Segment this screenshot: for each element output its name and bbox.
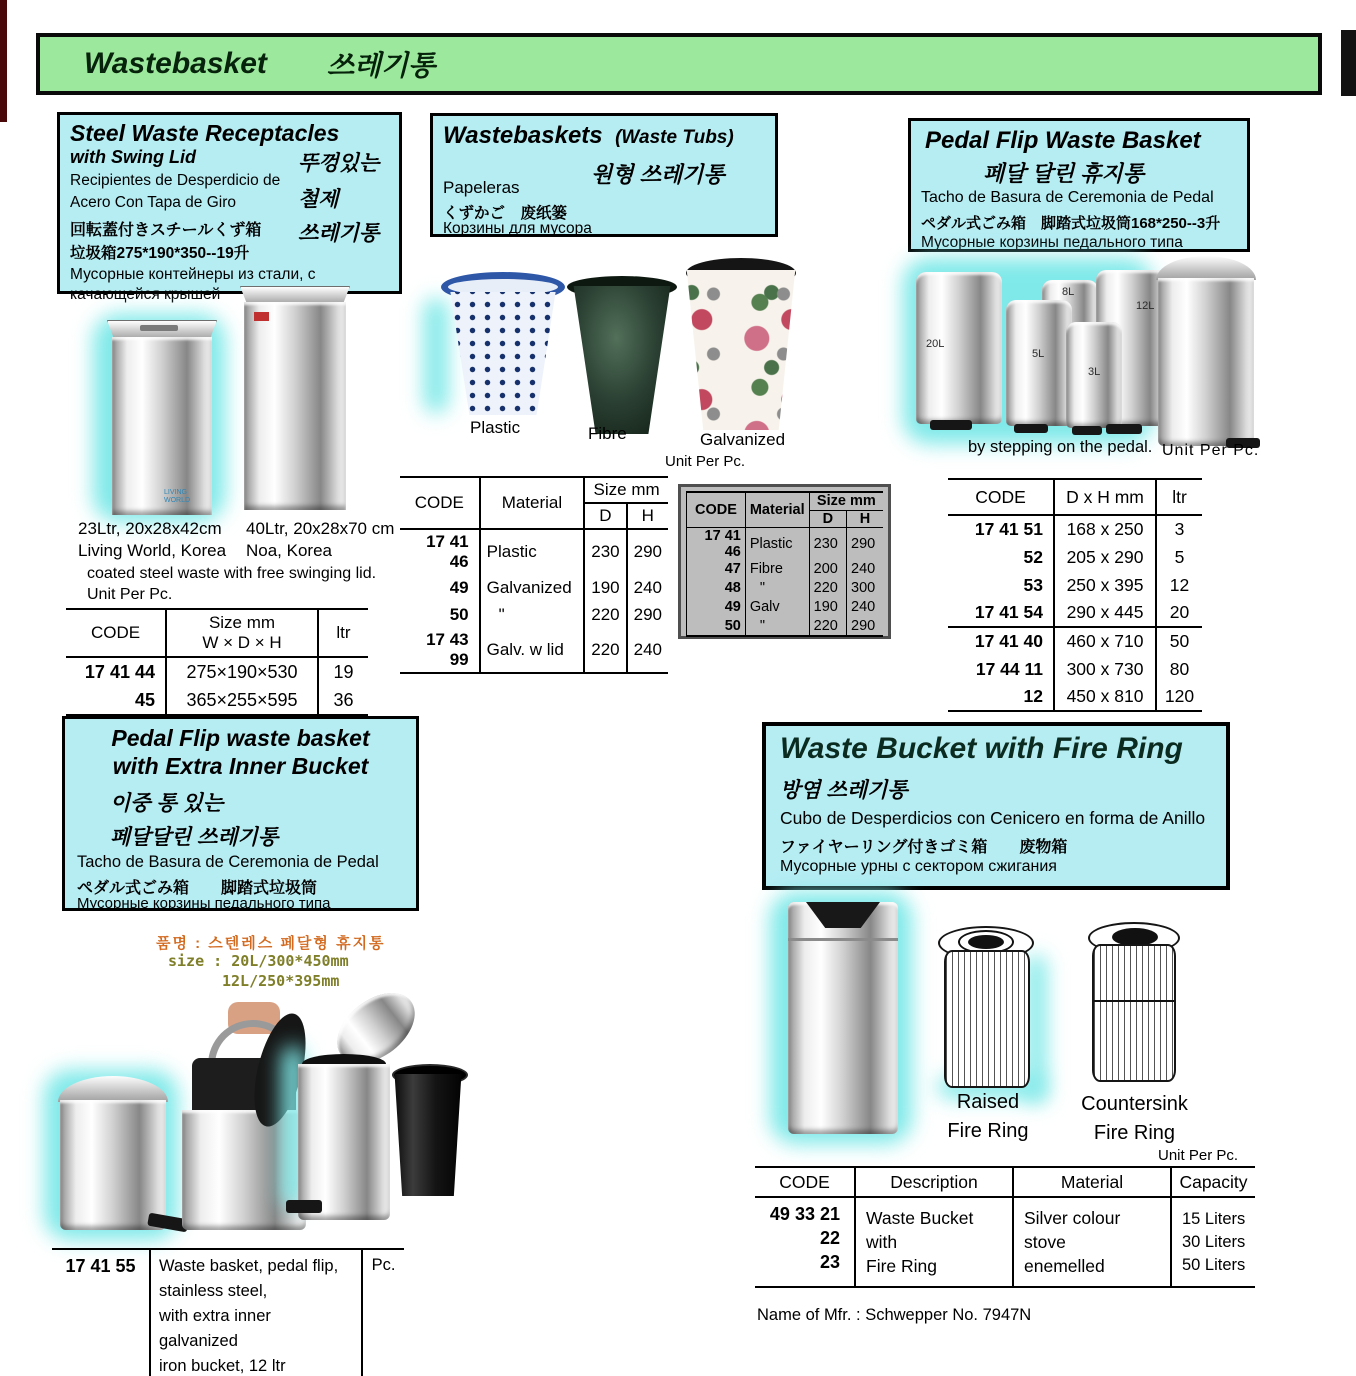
table-row <box>948 599 1202 627</box>
section3-caption: by stepping on the pedal. <box>968 438 1153 456</box>
galvanized-tub-photo <box>682 270 800 430</box>
table-row <box>66 657 368 686</box>
cell-size: 300 x 730 <box>1054 655 1156 683</box>
section1-title: Steel Waste Receptacles <box>70 120 340 146</box>
cell-code: 12 <box>1023 686 1043 706</box>
pedal-bin-20l-photo <box>916 272 1002 424</box>
table-row <box>948 655 1202 683</box>
table-row <box>400 628 668 673</box>
cell-description-line: iron bucket, 12 ltr <box>159 1357 286 1375</box>
caption-line: Countersink <box>1081 1093 1188 1115</box>
section-pedal-flip-header <box>908 118 1250 252</box>
cell-h: 290 <box>627 529 668 574</box>
bin-size-label: 3L <box>1088 366 1101 378</box>
col-header-size: D x H mm <box>1054 479 1156 515</box>
table-row <box>400 601 668 628</box>
table-row <box>687 617 884 636</box>
cell-ltr: 50 <box>1156 627 1202 655</box>
cell-unit: Pc. <box>362 1249 404 1376</box>
caption-23l-line1: 23Ltr, 20x28x42cm <box>78 519 222 538</box>
section4-size-line-2: 12L/250*395mm <box>222 972 340 990</box>
cell-capacity-line: 50 Liters <box>1182 1255 1246 1274</box>
steel-can-40l-label <box>254 312 269 321</box>
table-row <box>687 598 884 617</box>
wastebaskets-gray-panel <box>678 484 891 639</box>
cell-material: " <box>480 601 585 628</box>
table-row <box>400 529 668 574</box>
pedal-inner-bucket-table <box>52 1248 404 1376</box>
open-pedal-bin-photo <box>298 1064 390 1220</box>
col-header-d: D <box>809 510 846 527</box>
bin-size-label: 8L <box>1062 286 1075 298</box>
single-pedal-bin-lid <box>1156 256 1256 280</box>
caption-line: Raised <box>956 1091 1020 1113</box>
section5-korean: 방염 쓰레기통 <box>780 779 908 802</box>
cell-code: 45 <box>134 689 155 710</box>
cell-material: Plastic <box>480 529 585 574</box>
cell-code: 17 41 46 <box>687 527 746 560</box>
caption-fibre: Fibre <box>588 424 627 443</box>
table-row <box>687 579 884 598</box>
cell-ltr: 80 <box>1156 655 1202 683</box>
cell-material: Galv. w lid <box>480 628 585 673</box>
cell-material: " <box>745 617 809 636</box>
bin-size-label: 12L <box>1136 300 1155 312</box>
cell-h: 240 <box>847 598 884 617</box>
cell-material: Galv <box>745 598 809 617</box>
caption-plastic: Plastic <box>470 418 521 437</box>
table-row <box>400 574 668 601</box>
bin-size-label: 5L <box>1032 348 1045 360</box>
section4-title-1: Pedal Flip waste basket <box>111 725 370 751</box>
wastebaskets-table <box>400 476 668 674</box>
cell-h: 240 <box>847 560 884 579</box>
inner-bucket-bin-closed-photo <box>60 1100 166 1230</box>
bin-pedal <box>1014 424 1048 433</box>
bin-pedal <box>286 1200 322 1213</box>
table-row <box>52 1249 404 1376</box>
cell-code: 52 <box>1023 546 1043 567</box>
section2-title-paren: (Waste Tubs) <box>615 127 734 148</box>
col-header-size: Size mm <box>809 492 883 510</box>
cell-code: 49 <box>687 598 746 617</box>
section4-korean-2: 페달달린 쓰레기통 <box>110 826 279 849</box>
col-header-code: CODE <box>90 623 141 642</box>
section2-russian: Корзины для мусора <box>443 220 592 237</box>
table-row <box>948 683 1202 711</box>
cell-size: 450 x 810 <box>1054 683 1156 711</box>
col-header-code: CODE <box>414 493 464 512</box>
cell-code-line: 49 33 21 <box>769 1204 840 1224</box>
cell-code: 53 <box>1023 574 1043 595</box>
cell-d: 190 <box>809 598 846 617</box>
section3-korean: 페달 달린 휴지통 <box>983 161 1144 186</box>
cell-ltr: 19 <box>318 657 368 686</box>
wastebaskets-gray-table <box>686 491 883 637</box>
cell-size: 365×255×595 <box>166 686 318 715</box>
cell-d: 230 <box>584 529 626 574</box>
cell-h: 240 <box>627 574 668 601</box>
cell-d: 220 <box>584 601 626 628</box>
caption-countersink-fire-ring <box>1062 1090 1207 1148</box>
cell-description-line: Waste basket, pedal flip, <box>159 1257 339 1275</box>
cell-size: 205 x 290 <box>1054 543 1156 571</box>
raised-fire-ring-bin-drawing <box>944 950 1030 1088</box>
table-row <box>948 515 1202 543</box>
cell-description-line: Fire Ring <box>866 1256 937 1276</box>
pedal-bin-3l-photo <box>1066 322 1122 428</box>
raised-fire-ring-hole <box>968 935 1004 949</box>
cell-h: 290 <box>627 601 668 628</box>
manufacturer-note: Name of Mfr. : Schwepper No. 7947N <box>757 1306 1032 1324</box>
section1-korean-1: 뚜껑있는 <box>298 152 380 175</box>
col-header-code: CODE <box>687 492 746 527</box>
section2-spanish: Papeleras <box>443 178 520 197</box>
section4-size-line-1: size : 20L/300*450mm <box>168 952 349 970</box>
galvanized-inner-bucket-photo <box>390 1074 466 1196</box>
table-row <box>687 560 884 579</box>
col-header-h: H <box>847 510 884 527</box>
bin-pedal <box>930 420 972 430</box>
single-pedal-bin-photo <box>1158 278 1254 446</box>
cell-ltr: 36 <box>318 686 368 715</box>
cell-size: 290 x 445 <box>1054 599 1156 627</box>
cell-material: Galvanized <box>480 574 585 601</box>
section4-russian: Мусорные корзины педального типа <box>77 895 331 912</box>
highlight-glow <box>424 298 448 413</box>
cell-ltr: 12 <box>1156 571 1202 599</box>
col-header-d: D <box>584 503 626 529</box>
cell-ltr: 20 <box>1156 599 1202 627</box>
section3-title: Pedal Flip Waste Basket <box>925 127 1201 154</box>
cell-h: 290 <box>847 617 884 636</box>
cell-size: 275×190×530 <box>166 657 318 686</box>
table-row <box>66 686 368 715</box>
table-row <box>948 543 1202 571</box>
caption-40l-line1: 40Ltr, 20x28x70 cm <box>246 519 395 538</box>
caption-23l <box>78 518 226 562</box>
fire-ring-bucket-photo <box>788 902 898 1134</box>
fire-ring-bucket-seam <box>788 938 898 941</box>
col-header-material: Material <box>480 477 585 529</box>
col-header-code: CODE <box>779 1171 830 1192</box>
caption-raised-fire-ring <box>928 1088 1048 1146</box>
cell-code: 17 41 46 <box>426 532 469 571</box>
section1-chinese: 垃圾箱275*190*350--19升 <box>70 245 250 262</box>
col-header-size-line1: Size mm <box>208 613 276 632</box>
section1-subtitle: with Swing Lid <box>70 147 196 167</box>
cell-code: 49 <box>449 577 469 597</box>
cell-d: 190 <box>584 574 626 601</box>
scan-edge-right <box>1341 30 1356 96</box>
cell-code: 17 41 54 <box>974 602 1043 622</box>
section-steel-receptacles-header <box>57 112 402 303</box>
section5-russian: Мусорные урны с сектором сжигания <box>780 858 1057 875</box>
col-header-size-line2: W × D × H <box>202 633 282 652</box>
page-title-korean: 쓰레기통 <box>326 50 436 81</box>
cell-material: Fibre <box>745 560 809 579</box>
section1-korean-3: 쓰레기통 <box>298 222 380 245</box>
bin-pedal <box>1072 426 1102 435</box>
section3-unit-note: Unit Per Pc. <box>1162 442 1260 459</box>
table-row <box>948 571 1202 599</box>
table-row <box>948 627 1202 655</box>
pedal-bin-5l-photo <box>1006 300 1072 426</box>
section5-title: Waste Bucket with Fire Ring <box>780 732 1183 765</box>
section-wastebaskets-header <box>430 113 778 237</box>
page-title-bar <box>36 33 1322 95</box>
cell-size: 460 x 710 <box>1054 627 1156 655</box>
page-title: Wastebasket <box>84 47 267 80</box>
col-header-ltr: ltr <box>318 609 368 657</box>
cell-code: 17 44 11 <box>975 658 1043 679</box>
col-header-size: Size mm <box>584 477 668 503</box>
caption-line: Fire Ring <box>1093 1122 1176 1144</box>
fire-ring-table <box>755 1166 1255 1288</box>
section1-spanish-2: Acero Con Tapa de Giro <box>70 194 237 211</box>
fibre-tub-photo <box>567 286 677 434</box>
section5-unit-note: Unit Per Pc. <box>1158 1147 1239 1164</box>
plastic-basket-photo <box>447 292 559 415</box>
cell-ltr: 3 <box>1156 515 1202 543</box>
col-header-description: Description <box>855 1167 1013 1197</box>
section1-note: coated steel waste with free swinging lid. <box>87 565 377 582</box>
cell-code-line: 22 <box>819 1228 840 1248</box>
cell-description-line: stainless steel, <box>159 1282 268 1300</box>
brand-watermark: LIVING WORLD <box>164 489 191 504</box>
section5-japanese-chinese: ファイヤーリング付きゴミ箱 废物箱 <box>780 839 1068 856</box>
section3-russian: Мусорные корзины педального типа <box>921 234 1183 251</box>
col-header-code: CODE <box>975 486 1026 507</box>
cell-ltr: 5 <box>1156 543 1202 571</box>
bin-pedal <box>1106 424 1142 434</box>
cell-d: 230 <box>809 527 846 560</box>
section1-korean-2: 철제 <box>298 188 339 211</box>
caption-40l <box>246 518 394 562</box>
countersink-band-line <box>1094 1000 1174 1002</box>
cell-material: Plastic <box>745 527 809 560</box>
steel-can-23l-slot <box>140 325 178 331</box>
col-header-h: H <box>627 503 668 529</box>
section3-japanese-chinese: ペダル式ごみ箱 脚踏式垃圾筒168*250--3升 <box>921 215 1221 232</box>
cell-size: 168 x 250 <box>1054 515 1156 543</box>
bin-size-label: 20L <box>926 338 945 350</box>
section4-japanese-chinese: ペダル式ごみ箱 脚踏式垃圾筒 <box>77 880 318 897</box>
section1-spanish-1: Recipientes de Desperdicio de <box>70 172 281 189</box>
cell-code: 17 41 51 <box>974 519 1043 539</box>
cell-code: 17 43 99 <box>426 630 469 669</box>
section4-korean-1: 이중 통 있는 <box>110 792 224 815</box>
cell-d: 200 <box>809 560 846 579</box>
cell-h: 300 <box>847 579 884 598</box>
section1-japanese: 回転蓋付きスチールくず箱 <box>70 222 262 239</box>
section-pedal-inner-bucket-header <box>62 716 419 911</box>
section2-unit-note: Unit Per Pc. <box>665 453 746 470</box>
section1-russian-1: Мусорные контейнеры из стали, с <box>70 266 316 283</box>
cell-d: 220 <box>809 579 846 598</box>
caption-23l-line2: Living World, Korea <box>78 541 227 560</box>
steel-can-23l-photo <box>112 337 212 515</box>
table-row <box>687 527 884 560</box>
cell-code: 50 <box>687 617 746 636</box>
section5-spanish: Cubo de Desperdicios con Cenicero en forma de Anillo <box>780 808 1206 828</box>
section4-spanish: Tacho de Basura de Ceremonia de Pedal <box>77 853 379 871</box>
section2-korean: 원형 쓰레기통 <box>591 162 725 187</box>
col-header-ltr: ltr <box>1156 479 1202 515</box>
cell-h: 240 <box>627 628 668 673</box>
countersink-fire-ring-bin-drawing <box>1092 944 1176 1082</box>
col-header-size <box>166 609 318 657</box>
cell-code: 17 41 40 <box>948 627 1054 655</box>
cell-d: 220 <box>809 617 846 636</box>
cell-ltr: 120 <box>1156 683 1202 711</box>
steel-can-40l-photo <box>244 302 346 510</box>
cell-code-line: 23 <box>819 1252 840 1272</box>
cell-material: " <box>745 579 809 598</box>
pedal-flip-table <box>948 478 1202 712</box>
cell-code: 47 <box>687 560 746 579</box>
cell-capacity-line: 15 Liters <box>1182 1209 1246 1228</box>
table-row <box>755 1197 1255 1287</box>
cell-code: 17 41 44 <box>84 661 155 682</box>
cell-code: 17 41 55 <box>65 1256 136 1276</box>
section3-spanish: Tacho de Basura de Ceremonia de Pedal <box>921 189 1214 206</box>
steel-can-40l-lid <box>240 286 350 303</box>
col-header-capacity: Capacity <box>1171 1167 1255 1197</box>
steel-receptacles-table <box>66 608 368 716</box>
section1-unit-note: Unit Per Pc. <box>87 586 173 603</box>
cell-material-line: Silver colour stove <box>1024 1208 1121 1252</box>
cell-capacity-line: 30 Liters <box>1182 1232 1246 1251</box>
section4-product-name-korean: 품명 : 스텐레스 페달형 휴지통 <box>156 935 386 952</box>
cell-size: 250 x 395 <box>1054 571 1156 599</box>
section2-title: Wastebaskets <box>443 122 603 149</box>
section-fire-ring-header <box>762 722 1230 890</box>
section2-japanese-chinese: くずかご 废纸篓 <box>443 205 568 222</box>
section4-title-2: with Extra Inner Bucket <box>112 753 369 779</box>
cell-description-line: Waste Bucket with <box>866 1208 974 1252</box>
cell-h: 290 <box>847 527 884 560</box>
col-header-material: Material <box>1013 1167 1171 1197</box>
cell-code: 50 <box>449 604 469 624</box>
caption-line: Fire Ring <box>947 1120 1029 1142</box>
caption-40l-line2: Noa, Korea <box>246 541 332 560</box>
cell-code: 48 <box>687 579 746 598</box>
col-header-material: Material <box>745 492 809 527</box>
cell-material-line: enemelled <box>1024 1256 1105 1276</box>
scan-edge-left <box>0 0 7 122</box>
cell-d: 220 <box>584 628 626 673</box>
section1-russian-2: качающейся крышей <box>70 286 221 303</box>
caption-galvanized: Galvanized <box>700 430 786 449</box>
cell-description-line: with extra inner galvanized <box>159 1307 271 1350</box>
